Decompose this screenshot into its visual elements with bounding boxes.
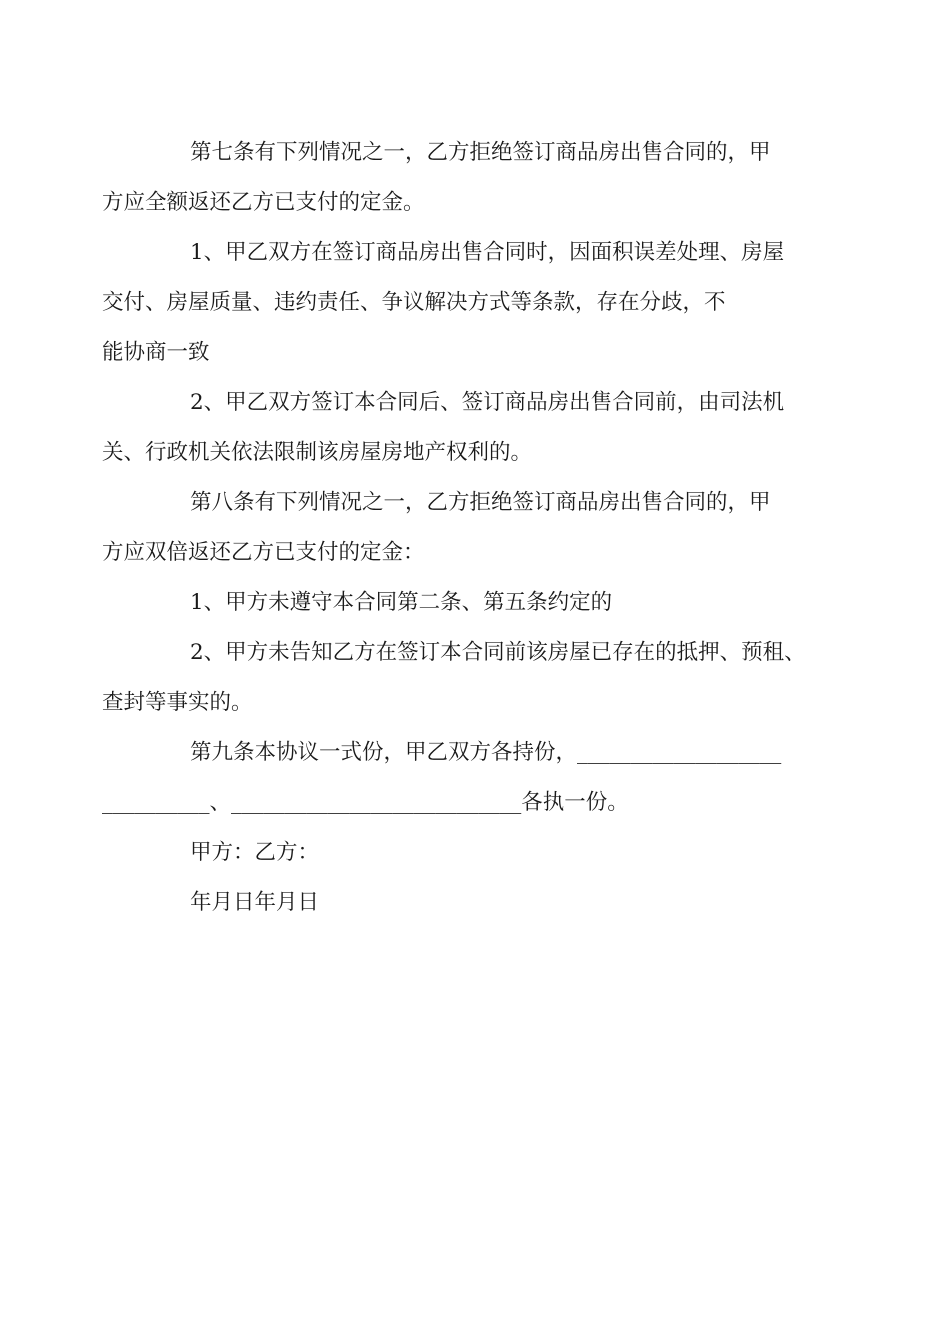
text-line: 方应双倍返还乙方已支付的定金： <box>102 540 425 565</box>
article-9-paragraph <box>102 728 818 828</box>
signature-parties-line <box>146 828 818 878</box>
text-line: 第九条本协议一式份，甲乙双方各持份，___________________ <box>190 740 782 765</box>
text-line: 甲方：乙方： <box>190 840 320 865</box>
text-line: 关、行政机关依法限制该房屋房地产权利的。 <box>102 440 533 465</box>
article-8-item-1 <box>146 578 818 628</box>
text-line: 2、甲方未告知乙方在签订本合同前该房屋已存在的抵押、预租、 <box>190 640 806 665</box>
article-7-item-2 <box>102 378 818 478</box>
text-line: 1、甲乙双方在签订商品房出售合同时，因面积误差处理、房屋 <box>190 240 785 265</box>
text-line: 交付、房屋质量、违约责任、争议解决方式等条款，存在分歧，不 <box>102 290 726 315</box>
text-line: 第八条有下列情况之一，乙方拒绝签订商品房出售合同的，甲 <box>190 490 771 515</box>
text-line: 查封等事实的。 <box>102 690 253 715</box>
text-line: 方应全额返还乙方已支付的定金。 <box>102 190 425 215</box>
signature-dates-line <box>146 878 818 928</box>
article-8-item-2 <box>102 628 818 728</box>
text-line: 第七条有下列情况之一，乙方拒绝签订商品房出售合同的，甲 <box>190 140 771 165</box>
article-7-paragraph <box>102 128 818 228</box>
document-body <box>102 128 818 928</box>
text-line: 能协商一致 <box>102 340 210 365</box>
article-7-item-1 <box>102 228 818 378</box>
text-line: 2、甲乙双方签订本合同后、签订商品房出售合同前，由司法机 <box>190 390 785 415</box>
text-line: __________、___________________________各执一份。 <box>102 790 629 815</box>
text-line: 1、甲方未遵守本合同第二条、第五条约定的 <box>190 590 613 615</box>
article-8-paragraph <box>102 478 818 578</box>
text-line: 年月日年月日 <box>190 890 320 915</box>
